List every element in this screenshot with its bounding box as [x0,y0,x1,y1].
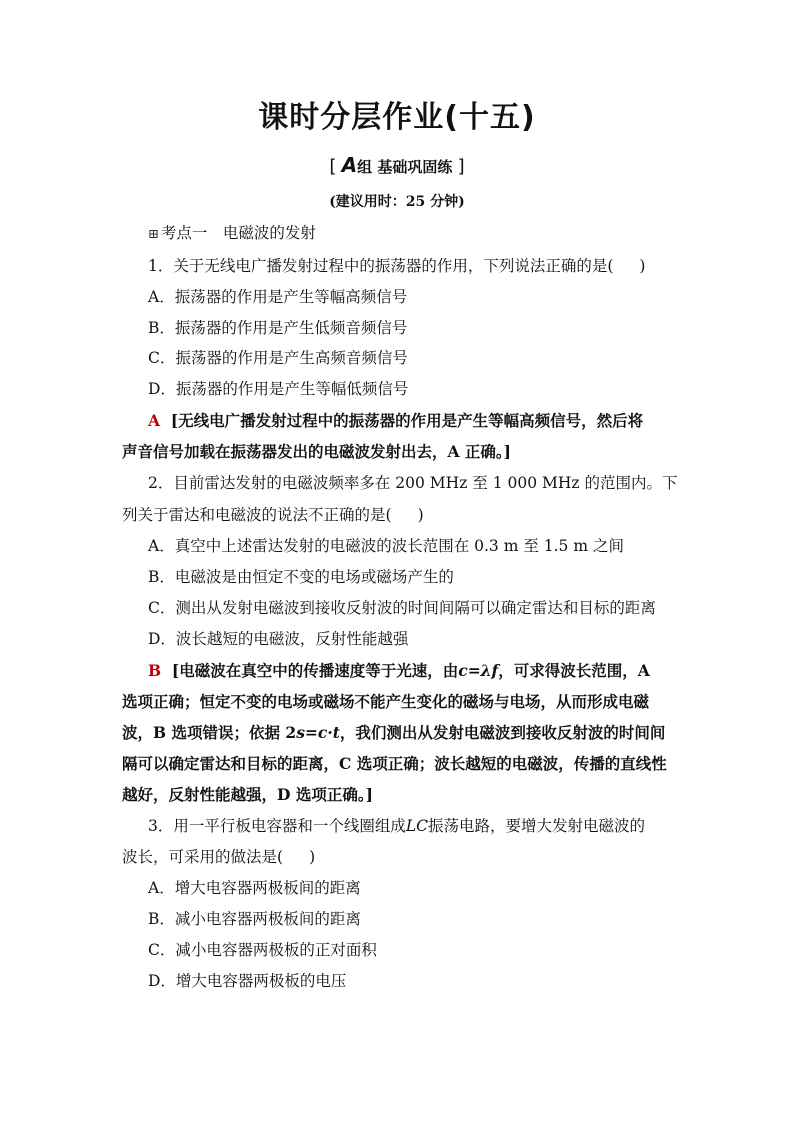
q1-answer-line1 [148,409,643,431]
q2-answer-formula3: s=c·t [296,723,340,742]
q2-answer-text3b: ，我们测出从发射电磁波到接收反射波的时间间 [339,723,666,742]
q2-stem-line1: 2．目前雷达发射的电磁波频率多在 200 MHz 至 1 000 MHz 的范围内。下 [148,474,678,492]
q1-option-c: C．振荡器的作用是产生高频音频信号 [148,349,408,367]
group-label: 组 基础巩固练 [357,158,453,176]
q2-answer-line2: 选项正确；恒定不变的电场或磁场不能产生变化的磁场与电场，从而形成电磁 [122,692,650,711]
q2-option-b: B．电磁波是由恒定不变的电场或磁场产生的 [148,568,454,586]
q3-stem-end: ) [309,848,316,866]
q1-option-a: A．振荡器的作用是产生等幅高频信号 [148,288,408,306]
q1-answer-line2: 声音信号加载在振荡器发出的电磁波发射出去，A 正确。] [122,442,512,461]
q3-option-b: B．减小电容器两极板间的距离 [148,910,361,928]
section-heading [148,221,316,243]
key-point-icon: ⊞ [148,227,159,242]
q2-stem-line2 [122,503,424,525]
q1-stem-text: 1．关于无线电广播发射过程中的振荡器的作用，下列说法正确的是( [148,257,614,275]
q2-stem-end: ) [417,506,424,524]
q3-stem-text1b: 振荡电路，要增大发射电磁波的 [428,817,646,835]
q1-answer-text1: [无线电广播发射过程中的振荡器的作用是产生等幅高频信号，然后将 [170,411,644,430]
q3-option-d: D．增大电容器两极板的电压 [148,972,347,990]
q2-answer-line3 [122,721,665,743]
q1-option-d: D．振荡器的作用是产生等幅低频信号 [148,380,409,398]
q1-answer-letter: A [148,411,161,430]
q3-stem-text2: 波长，可采用的做法是( [122,848,284,866]
q2-option-d: D．波长越短的电磁波，反射性能越强 [148,630,409,648]
q2-answer-text3a: 波，B 选项错误；依据 2 [122,723,297,742]
page-title: 课时分层作业(十五) [258,100,536,135]
q3-option-c: C．减小电容器两极板的正对面积 [148,941,377,959]
q2-answer-letter: B [148,661,162,680]
q3-stem-text1a: 3．用一平行板电容器和一个线圈组成 [148,817,406,835]
q2-answer-line5: 越好，反射性能越强，D 选项正确。] [122,785,373,804]
q2-stem-text: 列关于雷达和电磁波的说法不正确的是( [122,506,392,524]
q2-answer-line1 [148,659,650,681]
q2-answer-text1b: ，可求得波长范围，A [498,661,650,680]
group-bracket-close: ] [457,156,465,177]
q3-stem-line1 [148,814,645,836]
q2-answer-text1a: [电磁波在真空中的传播速度等于光速，由 [171,661,459,680]
group-bracket-open: [ [329,156,337,177]
group-letter: A [341,153,358,177]
q3-stem-lc: LC [405,817,429,835]
q2-answer-formula1: c=λf [458,661,499,680]
q1-stem [148,254,645,276]
q2-option-c: C．测出从发射电磁波到接收反射波的时间间隔可以确定雷达和目标的距离 [148,599,656,617]
q1-option-b: B．振荡器的作用是产生低频音频信号 [148,319,408,337]
section-label: 考点一 电磁波的发射 [160,224,316,242]
q3-option-a: A．增大电容器两极板间的距离 [148,879,361,897]
q3-stem-line2 [122,845,315,867]
q1-stem-end: ) [639,257,646,275]
q2-option-a: A．真空中上述雷达发射的电磁波的波长范围在 0.3 m 至 1.5 m 之间 [148,537,624,555]
group-heading [0,153,794,177]
suggested-time: (建议用时：25 分钟) [329,194,465,210]
q2-answer-line4: 隔可以确定雷达和目标的距离，C 选项正确；波长越短的电磁波，传播的直线性 [122,754,667,773]
